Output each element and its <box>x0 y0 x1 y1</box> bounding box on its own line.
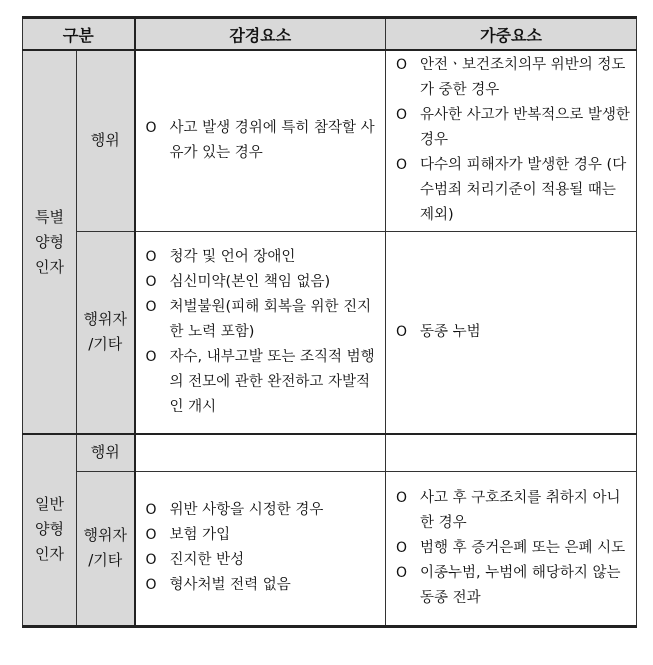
list-item-text: 이종누범, 누범에 해당하지 않는 동종 전과 <box>420 564 621 606</box>
list-item-text: 진지한 반성 <box>169 552 245 568</box>
category-general-factors <box>23 434 77 626</box>
category-label: 일반 양형 인자 <box>35 495 64 564</box>
list-item <box>146 548 380 573</box>
bullet-icon: O <box>145 273 157 290</box>
mitigating-cell <box>135 471 386 626</box>
aggravating-cell <box>386 471 637 626</box>
list-item <box>146 270 380 295</box>
bullet-icon: O <box>145 527 157 543</box>
list-item-text: 범행 후 증거은폐 또는 은폐 시도 <box>420 539 626 556</box>
subcategory-act: 행위 <box>77 434 135 471</box>
header-category: 구분 <box>23 18 135 51</box>
list-item-text: 사고 발생 경위에 특히 참작할 사유가 있는 경우 <box>169 119 375 161</box>
category-special-factors <box>23 50 77 434</box>
list-item <box>396 153 630 228</box>
header-aggravating: 가중요소 <box>386 18 637 51</box>
list-item <box>146 498 380 523</box>
bullet-icon: O <box>396 489 408 506</box>
list-item <box>146 345 380 420</box>
list-item <box>146 295 380 345</box>
bullet-icon: O <box>145 348 157 365</box>
bullet-icon: O <box>396 323 408 340</box>
list-item <box>146 523 380 548</box>
bullet-icon: O <box>145 298 157 315</box>
list-item-text: 유사한 사고가 반복적으로 발생한 경우 <box>420 107 630 149</box>
list-item-text: 보험 가입 <box>169 527 231 543</box>
aggravating-list <box>396 486 630 611</box>
mitigating-cell <box>135 50 386 231</box>
bullet-icon: O <box>396 157 408 174</box>
list-item <box>146 116 380 166</box>
mitigating-cell <box>135 231 386 434</box>
list-item-text: 동종 누범 <box>420 323 481 340</box>
aggravating-list <box>396 53 630 228</box>
mitigating-list <box>146 116 380 166</box>
list-item <box>396 486 630 536</box>
category-label: 특별 양형 인자 <box>35 207 64 276</box>
bullet-icon: O <box>396 107 408 124</box>
bullet-icon: O <box>145 577 157 593</box>
list-item-text: 위반 사항을 시정한 경우 <box>169 502 324 518</box>
list-item-text: 처벌불원(피해 회복을 위한 진지한 노력 포함) <box>169 298 372 340</box>
aggravating-list <box>396 320 630 345</box>
list-item <box>396 53 630 103</box>
list-item-text: 자수, 내부고발 또는 조직적 범행의 전모에 관한 완전하고 자발적인 개시 <box>169 348 375 415</box>
bullet-icon: O <box>396 564 408 581</box>
table-row <box>23 231 637 434</box>
list-item <box>396 536 630 561</box>
mitigating-list <box>146 245 380 420</box>
table-row <box>23 50 637 231</box>
table-row <box>23 471 637 626</box>
header-row <box>23 18 637 51</box>
mitigating-list <box>146 498 380 598</box>
subcategory-act: 행위 <box>77 50 135 231</box>
subcategory-offender-other: 행위자 /기타 <box>77 231 135 434</box>
list-item <box>396 103 630 153</box>
bullet-icon: O <box>396 57 408 74</box>
aggravating-cell <box>386 434 637 471</box>
aggravating-cell <box>386 50 637 231</box>
aggravating-cell <box>386 231 637 434</box>
sentencing-factors-table <box>22 16 637 628</box>
list-item <box>396 320 630 345</box>
list-item <box>396 561 630 611</box>
list-item <box>146 245 380 270</box>
list-item-text: 형사처벌 전력 없음 <box>169 577 291 593</box>
bullet-icon: O <box>396 539 408 556</box>
bullet-icon: O <box>145 502 157 518</box>
mitigating-cell <box>135 434 386 471</box>
header-mitigating: 감경요소 <box>135 18 386 51</box>
subcategory-offender-other: 행위자 /기타 <box>77 471 135 626</box>
bullet-icon: O <box>145 119 157 136</box>
list-item-text: 사고 후 구호조치를 취하지 아니한 경우 <box>420 489 621 531</box>
table-row <box>23 434 637 471</box>
bullet-icon: O <box>145 248 157 265</box>
list-item-text: 심신미약(본인 책임 없음) <box>169 273 331 290</box>
bullet-icon: O <box>145 552 157 568</box>
list-item-text: 안전ㆍ보건조치의무 위반의 정도가 중한 경우 <box>420 57 626 99</box>
list-item-text: 다수의 피해자가 발생한 경우 (다수범죄 처리기준이 적용될 때는 제외) <box>420 157 627 224</box>
list-item <box>146 573 380 598</box>
list-item-text: 청각 및 언어 장애인 <box>169 248 296 265</box>
